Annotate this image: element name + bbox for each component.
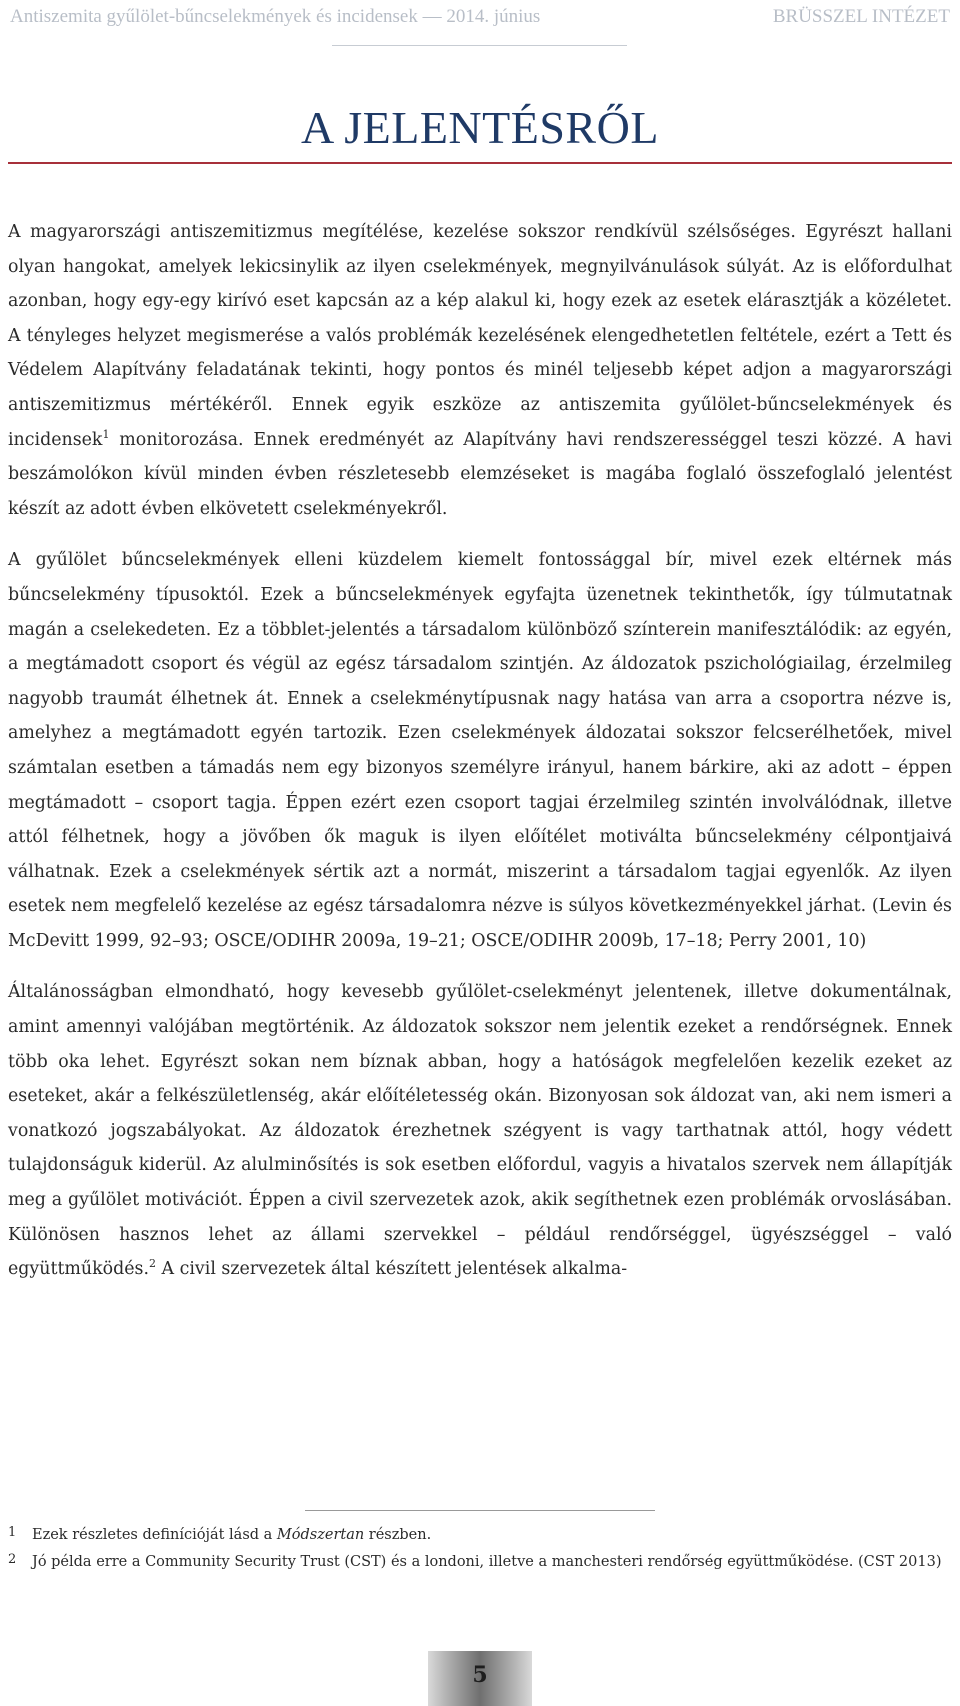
footnote-ref-2[interactable]: 2 (149, 1257, 157, 1271)
footnote-number: 1 (8, 1525, 17, 1540)
footnote-2: 2 Jó példa erre a Community Security Trust (CST) és a londoni, illetve a manchesteri rendőrség együttműködése. (CST 2013) (8, 1549, 952, 1575)
running-header (10, 6, 950, 30)
title-divider (8, 162, 952, 164)
header-divider (332, 45, 627, 46)
footnotes (8, 1522, 952, 1576)
footnote-divider (305, 1510, 655, 1511)
footnote-ref-1[interactable]: 1 (102, 427, 110, 441)
footnote-emphasis: Módszertan (276, 1527, 365, 1543)
body-text (8, 215, 952, 1304)
footnote-number: 2 (8, 1552, 17, 1567)
header-institute: BRÜSSZEL INTÉZET (772, 6, 950, 27)
footnote-1: 1 Ezek részletes definícióját lásd a Módszertan részben. (8, 1522, 952, 1548)
paragraph-2: A gyűlölet bűncselekmények elleni küzdelem kiemelt fontossággal bír, mivel ezek eltérnek más bűncselekmény típusoktól. Ezek a bűncselekmények egyfajta üzenetnek tekinthetők, így túlmutatnak magán a cselekedeten. Ez a többlet-jelentés a társadalom különböző színterein manifesztálódik: az egyén, a megtámadott csoport és végül az egész társadalom szintjén. Az áldozatok pszichológiailag, érzelmileg nagyobb traumát élhetnek át. Ennek a cselekménytípusnak nagy hatása van arra a csoportra nézve is, amelyhez a megtámadott egyén tartozik. Ezen cselekmények áldozatai sokszor felcserélhetőek, mivel számtalan esetben a támadás nem egy bizonyos személyre irányul, hanem bárkire, aki az adott – éppen megtámadott – csoport tagja. Éppen ezért ezen csoport tagjai érzelmileg szintén involválódnak, illetve attól félhetnek, hogy a jövőben ők maguk is ilyen előítélet motiválta bűncselekmény célpontjaivá válhatnak. Ezek a cselekmények sértik azt a normát, miszerint a társadalom tagjai egyenlők. Az ilyen esetek nem megfelelő kezelése az egész társadalomra nézve is súlyos következményekkel járhat. (Levin és McDevitt 1999, 92–93; OSCE/ODIHR 2009a, 19–21; OSCE/ODIHR 2009b, 17–18; Perry 2001, 10) (8, 550, 952, 951)
paragraph-3: Általánosságban elmondható, hogy kevesebb gyűlölet-cselekményt jelentenek, illetve dokumentálnak, amint amennyi valójában megtörténik. Az áldozatok sokszor nem jelentik ezeket a rendőrségnek. Ennek több oka lehet. Egyrészt sokan nem bíznak abban, hogy a hatóságok megfelelően kezelik ezeket az eseteket, akár a felkészületlenség, akár előítéletesség okán. Bizonyosan sok áldozat van, aki nem ismeri a vonatkozó jogszabályokat. Az áldozatok érezhetnek szégyent is vagy tarthatnak attól, hogy védett tulajdonságuk kiderül. Az alulminősítés is sok esetben előfordul, vagyis a hivatalos szervek nem állapítják meg a gyűlölet motivációt. Éppen a civil szervezetek azok, akik segíthetnek ezen problémák orvoslásában. Különösen hasznos lehet az állami szervekkel – például rendőrséggel, ügyészséggel – való együttműködés.$^2$ A civil szervezetek által készített jelentések alkalma- (8, 982, 952, 1280)
page-number: 5 (472, 1662, 488, 1688)
paragraph-1: A magyarországi antiszemitizmus megítélése, kezelése sokszor rendkívül szélsőséges. Egyrészt hallani olyan hangokat, amelyek lekicsinylik az ilyen cselekmények, megnyilvánulások súlyát. Az is előfordulhat azonban, hogy egy-egy kirívó eset kapcsán az a kép alakul ki, hogy ezek az esetek elárasztják a közéletet. A tényleges helyzet megismerése a valós problémák kezelésének elengedhetetlen feltétele, ezért a Tett és Védelem Alapítvány feladatának tekinti, hogy pontos és minél teljesebb képet adjon a magyarországi antiszemitizmus mértékéről. Ennek egyik eszköze az antiszemita gyűlölet-bűncselekmények és incidensek$^1$ monitorozása. Ennek eredményét az Alapítvány havi rendszerességgel teszi közzé. A havi beszámolókon kívül minden évben részletesebb elemzéseket is magába foglaló összefoglaló jelentést készít az adott évben elkövetett cselekményekről. (8, 222, 952, 519)
header-document-title: Antiszemita gyűlölet-bűncselekmények és incidensek — 2014. június (10, 6, 541, 27)
page-number-box (428, 1651, 532, 1706)
page-title: A JELENTÉSRŐL (301, 102, 659, 153)
